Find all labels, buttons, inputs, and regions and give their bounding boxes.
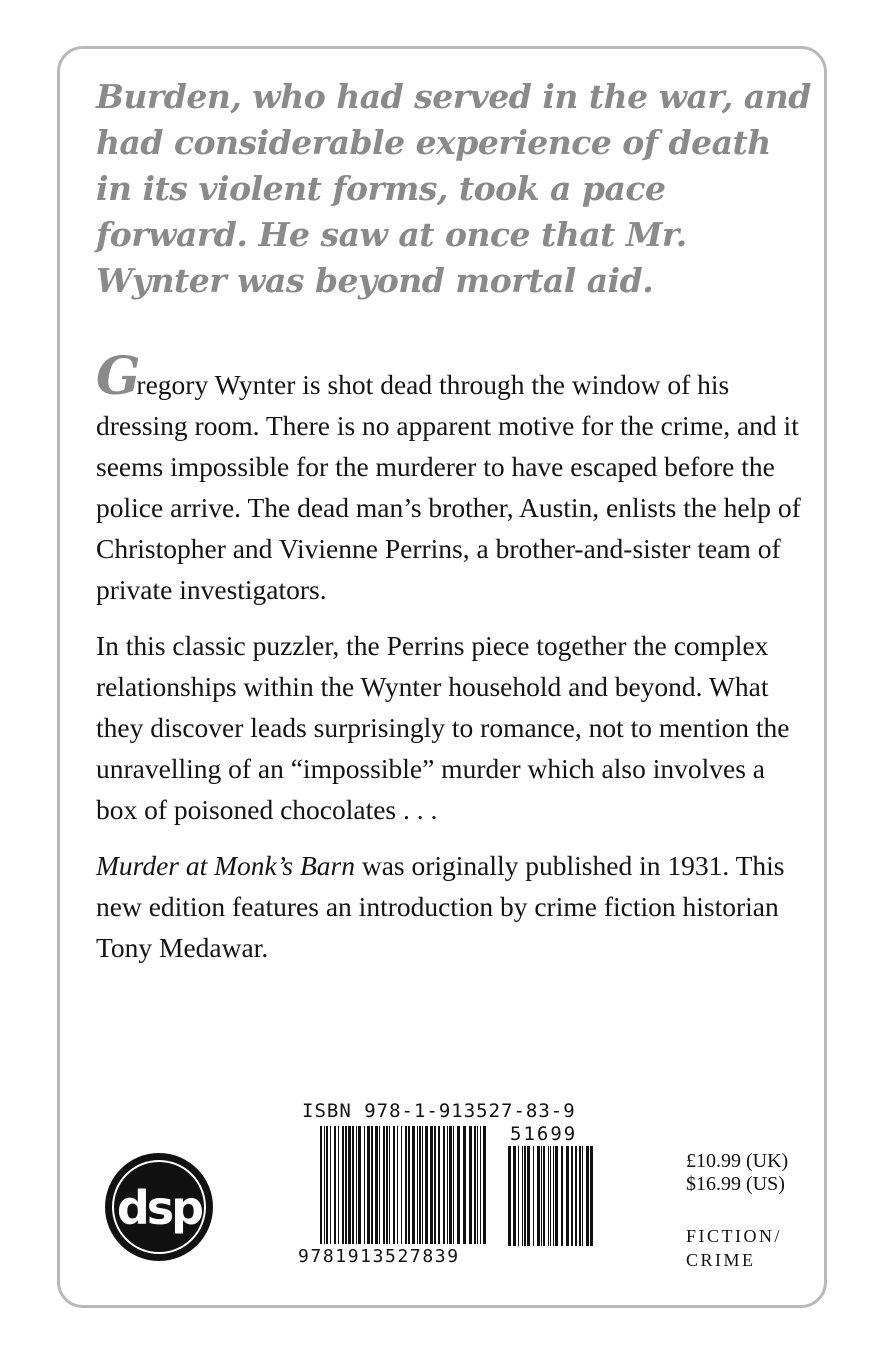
barcode-bar bbox=[383, 1126, 385, 1244]
barcode-bar bbox=[522, 1146, 523, 1246]
barcode bbox=[298, 1122, 598, 1272]
blurb bbox=[96, 346, 806, 983]
barcode-bar bbox=[401, 1126, 402, 1244]
isbn-label: ISBN 978-1-913527-83-9 bbox=[302, 1100, 576, 1122]
barcode-bar bbox=[326, 1126, 328, 1244]
barcode-main-bars bbox=[320, 1126, 486, 1244]
barcode-bar bbox=[463, 1126, 466, 1244]
barcode-bar bbox=[438, 1126, 440, 1244]
barcode-bar bbox=[543, 1146, 545, 1246]
barcode-bar bbox=[537, 1146, 540, 1246]
barcode-bar bbox=[397, 1126, 398, 1244]
barcode-bar bbox=[334, 1126, 336, 1244]
barcode-bar bbox=[330, 1126, 331, 1244]
book-title: Murder at Monk’s Barn bbox=[96, 850, 355, 881]
barcode-bar bbox=[541, 1146, 542, 1246]
barcode-bar bbox=[358, 1126, 361, 1244]
barcode-bar bbox=[457, 1126, 460, 1244]
barcode-bar bbox=[513, 1146, 516, 1246]
barcode-bar bbox=[430, 1126, 433, 1244]
blurb-paragraph-1-text: regory Wynter is shot dead through the window of his dressing room. There is no apparent motive for the crime, and it seems impossible for the murderer to have escaped before the police arrive. The dead man’s brother, Austin, enlists the help of Christopher and Vivienne Perrins, a brother-and-sister team of private investigators. bbox=[96, 369, 801, 605]
price-us: $16.99 (US) bbox=[686, 1173, 785, 1195]
barcode-bar bbox=[447, 1126, 448, 1244]
barcode-bar bbox=[590, 1146, 593, 1246]
barcode-bar bbox=[524, 1146, 526, 1246]
barcode-bar bbox=[518, 1146, 519, 1246]
barcode-main-digits: 9781913527839 bbox=[298, 1246, 460, 1267]
barcode-bar bbox=[352, 1126, 354, 1244]
blurb-paragraph-1 bbox=[96, 346, 806, 610]
barcode-bar bbox=[566, 1146, 569, 1246]
drop-cap: G bbox=[96, 346, 137, 407]
barcode-bar bbox=[533, 1146, 534, 1246]
barcode-bar bbox=[320, 1126, 322, 1244]
barcode-bar bbox=[469, 1126, 472, 1244]
barcode-bar bbox=[348, 1126, 351, 1244]
logo-text: dsp bbox=[116, 1181, 202, 1235]
barcode-bar bbox=[548, 1146, 549, 1246]
barcode-bar bbox=[582, 1146, 583, 1246]
barcode-bar bbox=[508, 1146, 511, 1246]
barcode-bar bbox=[422, 1126, 423, 1244]
barcode-bar bbox=[550, 1146, 551, 1246]
barcode-addon-digits: 51699 bbox=[510, 1123, 578, 1145]
blurb-paragraph-2: In this classic puzzler, the Perrins piece together the complex relationships within the Wynter household and beyond. What they discover leads surprisingly to romance, not to mention the unravelling of an “impossible” murder which also involves a box of poisoned chocolates . . . bbox=[96, 630, 790, 825]
price-uk: £10.99 (UK) bbox=[686, 1150, 789, 1172]
barcode-bar bbox=[571, 1146, 573, 1246]
barcode-bar bbox=[367, 1126, 370, 1244]
barcode-bar bbox=[393, 1126, 395, 1244]
barcode-bar bbox=[477, 1126, 478, 1244]
barcode-bar bbox=[379, 1126, 380, 1244]
barcode-bar bbox=[389, 1126, 390, 1244]
barcode-bar bbox=[553, 1146, 554, 1246]
dsp-logo bbox=[104, 1152, 214, 1262]
barcode-bar bbox=[324, 1126, 325, 1244]
barcode-bar bbox=[405, 1126, 407, 1244]
barcode-bar bbox=[412, 1126, 415, 1244]
barcode-bar bbox=[561, 1146, 563, 1246]
barcode-bar bbox=[483, 1126, 486, 1244]
barcode-bar bbox=[555, 1146, 558, 1246]
barcode-bar bbox=[364, 1126, 365, 1244]
barcode-bar bbox=[417, 1126, 418, 1244]
barcode-bar bbox=[449, 1126, 452, 1244]
barcode-bar bbox=[425, 1126, 428, 1244]
barcode-addon-bars bbox=[508, 1146, 593, 1246]
barcode-bar bbox=[386, 1126, 388, 1244]
barcode-bar bbox=[586, 1146, 589, 1246]
barcode-bar bbox=[408, 1126, 410, 1244]
barcode-bar bbox=[579, 1146, 581, 1246]
barcode-bar bbox=[419, 1126, 421, 1244]
barcode-bar bbox=[338, 1126, 339, 1244]
genre-line-1: FICTION/ bbox=[686, 1226, 782, 1246]
barcode-bar bbox=[453, 1126, 454, 1244]
genre-line-2: CRIME bbox=[686, 1250, 756, 1270]
barcode-bar bbox=[375, 1126, 378, 1244]
blurb-paragraph-3 bbox=[96, 845, 806, 968]
barcode-bar bbox=[443, 1126, 445, 1244]
barcode-bar bbox=[356, 1126, 357, 1244]
genre-block bbox=[686, 1224, 782, 1272]
barcode-bar bbox=[474, 1126, 476, 1244]
barcode-bar bbox=[371, 1126, 373, 1244]
barcode-bar bbox=[345, 1126, 347, 1244]
barcode-bar bbox=[434, 1126, 436, 1244]
barcode-bar bbox=[575, 1146, 577, 1246]
barcode-bar bbox=[342, 1126, 344, 1244]
barcode-bar bbox=[527, 1146, 530, 1246]
price-block bbox=[686, 1150, 788, 1196]
blurb-paragraph-3-text: was originally published in 1931. This new edition features an introduction by crime fiction historian Tony Medawar. bbox=[96, 850, 785, 963]
barcode-bar bbox=[480, 1126, 481, 1244]
pull-quote: Burden, who had served in the war, and had considerable experience of death in its violent forms, took a pace forward. He saw at once that Mr. Wynter was beyond mortal aid. bbox=[96, 77, 811, 300]
